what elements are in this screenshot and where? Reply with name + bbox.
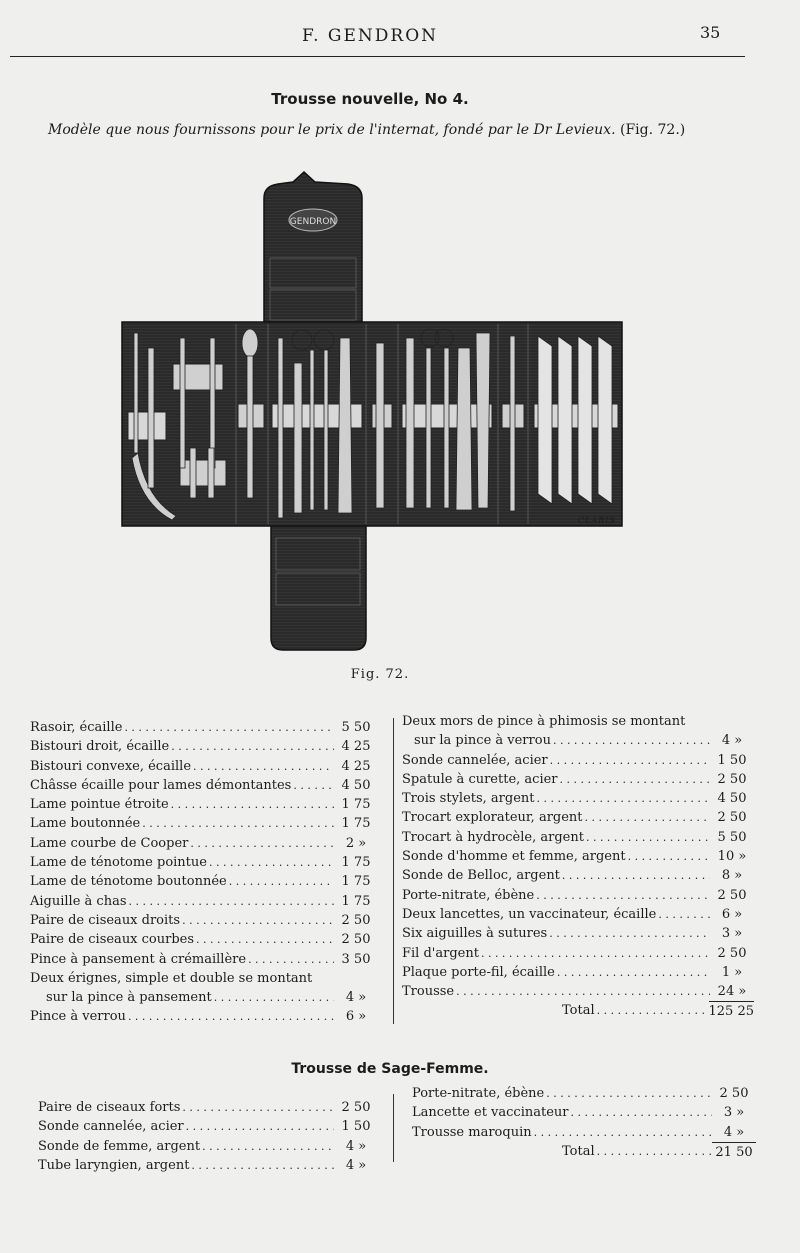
list-item: Six aiguilles à sutures . . . 3 » [402,924,754,943]
section-title-sage-femme: Trousse de Sage-Femme. [291,1061,489,1077]
price-list-left [30,718,378,1027]
sage-femme-list-left [38,1098,378,1175]
subtitle-figure-ref: (Fig. 72.) [619,122,686,138]
list-item: Porte-nitrate, ébène . . . 2 50 [412,1084,756,1103]
list-item: Spatule à curette, acier . . . 2 50 [402,770,754,789]
running-header-author: F. GENDRON [301,26,439,46]
list-item: Porte-nitrate, ébène . . . 2 50 [402,886,754,905]
total-value: 125 25 [709,1001,755,1020]
list-item: Deux lancettes, un vaccinateur, écaille . . . 6 » [402,905,754,924]
section-subtitle [48,122,685,138]
list-item: Lancette et vaccinateur . . . 3 » [412,1103,756,1122]
list-item: Sonde d'homme et femme, argent . . . 10 » [402,847,754,866]
list-item: Aiguille à chas . . . 1 75 [30,892,378,911]
list-item: Rasoir, écaille . . . 5 50 [30,718,378,737]
list-item: Sonde de Belloc, argent . . . 8 » [402,866,754,885]
list-item: sur la pince à pansement . . . 4 » [30,988,378,1007]
list-item: sur la pince à verrou . . . 4 » [402,731,754,750]
list-item: Lame de ténotome pointue . . . 1 75 [30,853,378,872]
column-divider [393,718,394,1024]
list-item: Paire de ciseaux forts . . . 2 50 [38,1098,378,1117]
list-item: Pince à verrou . . . 6 » [30,1007,378,1026]
list-item: Bistouri convexe, écaille . . . 4 25 [30,757,378,776]
engraver-signature: CLARIS [578,516,616,525]
list-item: Tube laryngien, argent . . . 4 » [38,1156,378,1175]
list-item: Pince à pansement à crémaillère . . . 3 50 [30,950,378,969]
figure-caption: Fig. 72. [350,667,410,682]
list-item: Deux érignes, simple et double se montant [30,970,313,986]
subtitle-text: Modèle que nous fournissons pour le prix de l'internat, fondé par le Dr Levieux. [48,122,616,138]
list-item: Trousse . . . 24 » [402,982,754,1001]
list-item: Fil d'argent . . . 2 50 [402,944,754,963]
list-item: Trocart à hydrocèle, argent . . . 5 50 [402,828,754,847]
total-row: Total . . . 125 25 [402,1001,754,1020]
list-item: Trousse maroquin . . . 4 » [412,1123,756,1142]
list-item: Deux mors de pince à phimosis se montant [402,714,686,729]
list-item: Lame courbe de Cooper . . . 2 » [30,834,378,853]
list-item: Plaque porte-fil, écaille . . . 1 » [402,963,754,982]
list-item: Lame de ténotome boutonnée . . . 1 75 [30,872,378,891]
list-item: Paire de ciseaux droits . . . 2 50 [30,911,378,930]
list-item: Trois stylets, argent . . . 4 50 [402,789,754,808]
list-item: Trocart explorateur, argent . . . 2 50 [402,808,754,827]
list-item: Sonde cannelée, acier . . . 1 50 [402,751,754,770]
instrument-case-illustration [118,168,628,653]
header-rule [10,56,745,57]
page-number: 35 [700,23,721,42]
total-row: Total . . . 21 50 [412,1142,756,1161]
list-item: Châsse écaille pour lames démontantes . . . 4 50 [30,776,378,795]
sage-femme-list-right [412,1084,756,1161]
list-item: Lame boutonnée . . . 1 75 [30,814,378,833]
price-list-right [402,712,754,1021]
list-item: Sonde cannelée, acier . . . 1 50 [38,1117,378,1136]
list-item: Bistouri droit, écaille . . . 4 25 [30,737,378,756]
list-item: Sonde de femme, argent . . . 4 » [38,1137,378,1156]
list-item: Paire de ciseaux courbes . . . 2 50 [30,930,378,949]
list-item: Lame pointue étroite . . . 1 75 [30,795,378,814]
brand-label: GENDRON [289,217,337,227]
section-title: Trousse nouvelle, No 4. [271,90,469,108]
column-divider [393,1094,394,1162]
total-value: 21 50 [712,1142,756,1161]
